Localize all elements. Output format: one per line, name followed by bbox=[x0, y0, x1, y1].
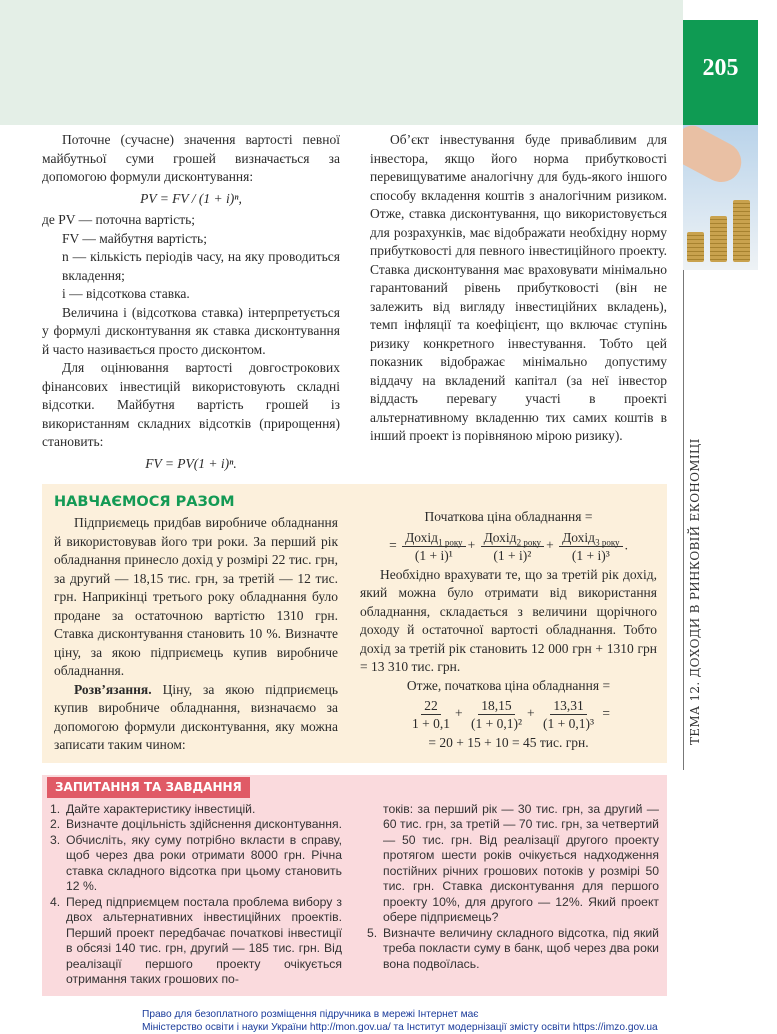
coin-stack bbox=[733, 200, 750, 262]
paragraph: Поточне (сучасне) значення вартості певної майбутньої суми грошей визначається за допомогою формули дисконтування: bbox=[42, 132, 340, 184]
page-content bbox=[42, 131, 667, 1034]
hand-image bbox=[683, 125, 748, 189]
theme-label: ТЕМА 12. ДОХОДИ В РИНКОВІЙ ЕКОНОМІЦІ bbox=[688, 438, 702, 745]
paragraph: Величина i (відсоткова ставка) інтерпретується у формулі дисконтування як ставка дисконтування й часто називається просто дисконтом. bbox=[42, 304, 340, 357]
page-number: 205 bbox=[683, 20, 758, 125]
coin-stack bbox=[710, 216, 727, 262]
formula: FV = PV(1 + i)ⁿ. bbox=[145, 455, 237, 471]
formula-head: Початкова ціна обладнання = bbox=[424, 509, 593, 524]
footer-line: Право для безоплатного розміщення підручника в мережі Інтернет має bbox=[142, 1008, 479, 1020]
task-column bbox=[54, 492, 338, 755]
definition: FV — майбутня вартість; bbox=[62, 230, 207, 246]
footer-notice bbox=[42, 1008, 667, 1034]
coins-photo bbox=[683, 125, 758, 270]
questions-title: ЗАПИТАННЯ ТА ЗАВДАННЯ bbox=[47, 777, 250, 798]
definition: де PV — поточна вартість; bbox=[42, 212, 196, 227]
solution-column bbox=[360, 492, 657, 755]
learn-together-title: НАВЧАЄМОСЯ РАЗОМ bbox=[54, 494, 235, 510]
formula-fractions: = $\frac{Дохід_{1 року}}{\text{(1 + i)¹}}$ + $\frac{Дохід_{2 року}}{\text{(1 + i)²}}$ + $\frac{Дохід_{3 року}}{\text{(1 + i)³}}$ . bbox=[389, 529, 628, 563]
learn-columns bbox=[54, 492, 657, 755]
question-item: 2. Визначте доцільність здійснення дисконтування. bbox=[50, 817, 342, 831]
question-item: 3. Обчисліть, яку суму потрібно вкласти в справу, щоб через два роки отримати 8000 грн. Річна ставка складного відсотка при цьому становить 12 %. bbox=[50, 832, 342, 893]
header-band bbox=[0, 0, 683, 125]
definition: n — кількість періодів часу, на яку проводиться вкладення; bbox=[62, 249, 340, 283]
questions-box bbox=[42, 775, 667, 996]
solution-body: Ціну, за якою підприємець купив виробниче обладнання, визначаємо за допомогою формули дисконтування, яку можна записати таким чином: bbox=[54, 681, 338, 752]
result-fractions: $\frac{22}{1 + 0,1}$ + $\frac{18,15}{\text{(1 + 0,1)²}}$ + $\frac{13,31}{\text{(1 + 0,1)³}}$ = bbox=[411, 698, 611, 731]
right-column bbox=[370, 131, 667, 476]
footer-links[interactable]: Міністерство освіти і науки України http://mon.gov.ua/ та Інститут модернізації змісту освіти https://imzo.gov.ua bbox=[142, 1021, 658, 1033]
paragraph: Необхідно врахувати те, що за третій рік дохід, який можна було отримати від використання обладнання, складається з величини щорічного доходу й остаточної вартості обладнання. Тобто дохід за третій рік становить 12 000 грн + 1310 грн = 13 310 тис. грн. bbox=[360, 566, 657, 674]
formula: PV = FV / (1 + i)ⁿ, bbox=[140, 190, 242, 206]
questions-list-right bbox=[367, 802, 659, 988]
left-column bbox=[42, 131, 340, 476]
question-item: 5. Визначте величину складного відсотка, під який треба покласти суму в банк, щоб через два роки вона подвоїлась. bbox=[367, 925, 659, 971]
definition: i — відсоткова ставка. bbox=[62, 286, 190, 301]
text-columns bbox=[42, 131, 667, 476]
task-text: Підприємець придбав виробниче обладнання й використовував його три роки. За перший рік обладнання принесло дохід у розмірі 22 тис. грн, за другий — 18,15 тис. грн, за третій — 12 тис. грн. Наприкінці третього року обладнання було продане за остаточною вартістю 1310 грн. Ставка дисконтування становить 10 %. Визначте ціну, за якою підприємець купив виробниче обладнання. bbox=[54, 515, 338, 678]
divider bbox=[683, 270, 684, 770]
result-head: Отже, початкова ціна обладнання = bbox=[406, 677, 611, 693]
question-item: 1. Дайте характеристику інвестицій. bbox=[50, 801, 256, 816]
solution-label: Розв’язання. bbox=[74, 681, 152, 697]
paragraph: Об’єкт інвестування буде привабливим для інвестора, якщо його норма прибутковості перевищуватиме аналогічну для будь-якого іншого способу вкладення коштів з аналогічним ризиком. Отже, ставка дисконтування, що використовується для розрахунків, має відображати необхідну норму прибутковості для певного інвестиційного проекту. Ставка дисконтування має враховувати мінімально гарантований рівень прибутковості (він не залежить від вигляду інвестиційних вкладень), темп інфляції та коефіцієнт, що включає ступінь ризику конкретного інвестування. Тобто цей показник відображає мінімально допустиму віддачу на вкладений капітал (за неї інвестор віддасть перевагу участі в проекті альтернативному вкладенню тих самих коштів в інший проект із порівняною мірою ризику). bbox=[370, 132, 667, 443]
learn-together-box bbox=[42, 484, 667, 763]
paragraph: Для оцінювання вартості довгострокових фінансових інвестицій використовують складні відсотки. Майбутня вартість грошей із використанням складних відсотків (прирощення) становить: bbox=[42, 360, 340, 449]
result: = 20 + 15 + 10 = 45 тис. грн. bbox=[428, 735, 589, 750]
solution-text bbox=[54, 681, 338, 755]
coin-stack bbox=[687, 232, 704, 262]
questions-list-left bbox=[50, 802, 342, 988]
question-item-continued: токів: за перший рік — 30 тис. грн, за другий — 60 тис. грн, за третій — 70 тис. грн, за четвертий — 50 тис. грн. Від реалізації другого проекту протягом шести років очікується надходження постійних річних грошових потоків у розмірі 50 тис. грн. Ставка дисконтування для першого проекту 10%, для другого — 12%. Який проект обере підприємець? bbox=[383, 801, 659, 924]
questions-columns bbox=[50, 802, 659, 988]
question-item: 4. Перед підприємцем постала проблема вибору з двох альтернативних інвестиційних проектів. Перший проект передбачає початкові інвестиції в обсязі 140 тис. грн, другий — 185 тис. грн. Від реалізації першого проекту очікується отримання таких грошових по- bbox=[50, 894, 342, 986]
